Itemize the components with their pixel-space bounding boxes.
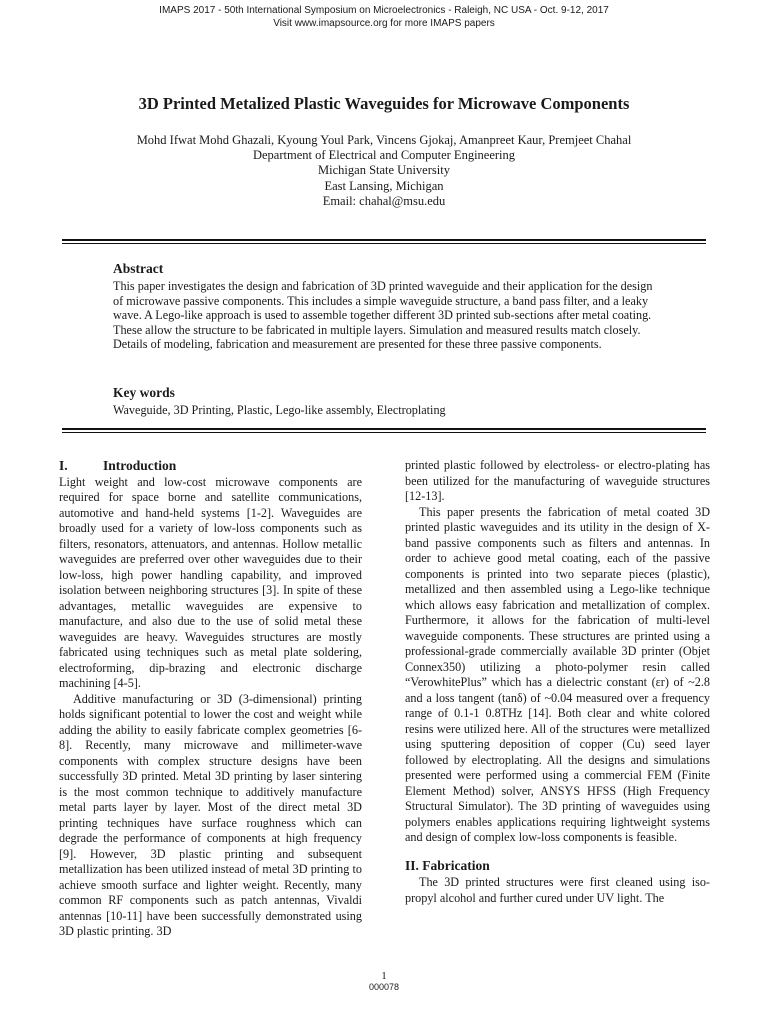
divider-bottom [62,428,706,433]
intro-paragraph-4: This paper presents the fabrication of metal coated 3D printed plastic waveguides and its utility in the design of X-band passive components such as filters and antennas. In order to achieve good metal coating, each of the passive components is printed into two separate pieces (plastic), metallized and then assembled using a Lego-like technique which allows easy fabrication and metallization of complex. Furthermore, it allows for the fabrication of multi-level waveguide components. These structures are printed using a professional-grade commercially available 3D printer (Objet Connex350) utilizing a photo-polymer resin called “VerowhitePlus” which has a dielectric constant (εr) of ~2.8 and a loss tangent (tanδ) of ~0.04 measured over a frequency range of 0.1-1 0.8THz [14]. Both clear and white colored resins were utilized here. All of the structures were metallized using sputtering deposition of copper (Cu) seed layer followed by electroplating. All the designs and simulations presented were performed using a commercial FEM (Finite Element Method) solver, ANSYS HFSS (High Frequency Structural Simulator). The 3D printing of waveguides using polymers enables applications requiring lightweight systems and design of complex low-loss components is feasible. [405,504,710,844]
abstract-section [113,261,656,352]
abstract-text: This paper investigates the design and fabrication of 3D printed waveguide and their application for the design of microwave passive components. This includes a simple waveguide structure, a band pass filter, and a leaky wave. A Lego-like approach is used to assemble together different 3D printed sub-sections after metal coating. These allow the structure to be fabricated in multiple layers. Simulation and measured results match closely. Details of modeling, fabrication and measurement are presented for these three passive components. [113,279,653,352]
page-header [0,4,768,30]
abstract-heading: Abstract [113,261,164,276]
paper-id: 000078 [368,982,400,992]
keywords-section [113,385,656,418]
conference-line: IMAPS 2017 - 50th International Symposium on Microelectronics - Raleigh, NC USA - Oct. 9-12, 2017 [159,5,609,16]
intro-paragraph-1: Light weight and low-cost microwave components are required for space borne and satellite communications, automotive and hand-held systems [1-2]. Waveguides are broadly used for a variety of low-loss components such as filters, resonators, attenuators, and antennas. Hollow metallic waveguides are preferred over other waveguides due to their low-loss, high power handling capability, and improved isolation between neighboring structures [3]. In spite of these advantages, metallic waveguides are expensive to manufacture, and also due to the use of solid metal these waveguides are heavy. Waveguides structures are mostly fabricated using techniques such as metal plate soldering, electroforming, dip-brazing and electronic discharge machining [4-5]. [59,474,362,690]
fabrication-paragraph-1: The 3D printed structures were first cleaned using iso-propyl alcohol and further cured under UV light. The [405,875,710,905]
keywords-text: Waveguide, 3D Printing, Plastic, Lego-like assembly, Electroplating [113,403,446,417]
divider-top [62,239,706,244]
page-number: 1 [381,970,387,982]
intro-paragraph-2: Additive manufacturing or 3D (3-dimensional) printing holds significant potential to lower the cost and weight while adding the ability to easily fabricate complex geometries [6-8]. Recently, many microwave and millimeter-wave components with complex structure designs have been successfully 3D printed. Metal 3D printing by laser sintering is the most common technique to additively manufacture metal parts layer by layer. Most of the direct metal 3D printing techniques have surface roughness which can degrade the performance of components at high frequency [9]. However, 3D plastic printing and subsequent metallization has been utilized instead of metal 3D printing to achieve smooth surface and lighter weight. Recently, many common RF components such as patch antennas, Vivaldi antennas [10-11] have been successfully demonstrated using 3D plastic printing. 3D [59,691,362,938]
email: Email: chahal@msu.edu [322,193,446,208]
left-column [59,458,362,940]
university: Michigan State University [318,163,450,178]
fabrication-heading: II. Fabrication [405,857,490,873]
visit-line: Visit www.imapsource.org for more IMAPS papers [273,18,495,29]
location: East Lansing, Michigan [324,178,444,193]
paper-title: 3D Printed Metalized Plastic Waveguides for Microwave Components [138,94,630,113]
page-footer [0,970,768,993]
keywords-heading: Key words [113,385,175,400]
right-column [405,458,710,906]
department: Department of Electrical and Computer Engineering [252,148,516,163]
intro-heading [59,458,362,474]
intro-title: Introduction [103,458,177,473]
intro-paragraph-3: printed plastic followed by electroless- or electro-plating has been utilized for the manufacturing of waveguide structures [12-13]. [405,458,710,503]
author-names: Mohd Ifwat Mohd Ghazali, Kyoung Youl Park, Vincens Gjokaj, Amanpreet Kaur, Premjeet Chahal [136,133,632,147]
author-block [0,133,768,209]
intro-number: I. [59,458,68,473]
